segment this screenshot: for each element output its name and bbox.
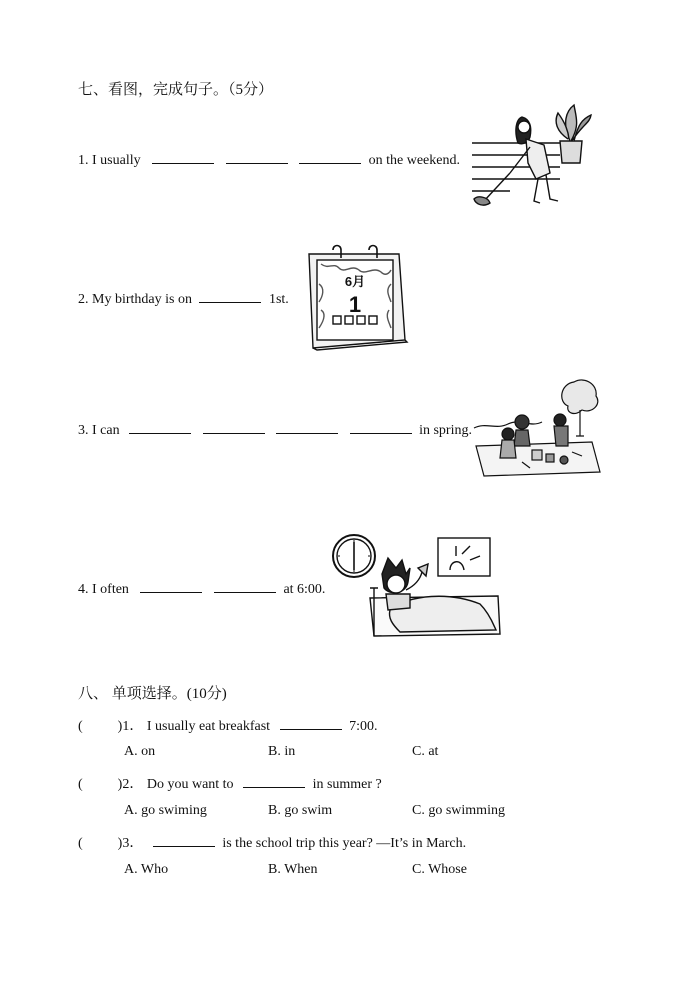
fill-item-2 xyxy=(78,290,289,308)
item-2-prefix: 2. My birthday is on xyxy=(78,292,192,307)
item-2-suffix: 1st. xyxy=(268,292,289,307)
q2-option-c[interactable]: C. go swimming xyxy=(412,803,505,818)
q1-paren-open: ( xyxy=(78,719,83,734)
mc-question-1 xyxy=(78,715,377,735)
q3-text-post: is the school trip this year? —It’s in March. xyxy=(222,836,467,851)
q1-number: )1． xyxy=(117,719,144,734)
item-3-blank-3[interactable] xyxy=(276,421,338,434)
q2-paren-open: ( xyxy=(78,777,83,792)
q2-option-a[interactable]: A. go swiming xyxy=(124,803,207,818)
q3-option-b[interactable]: B. When xyxy=(268,862,318,877)
q1-text-post: 7:00. xyxy=(349,719,378,734)
item-4-suffix: at 6:00. xyxy=(283,582,326,597)
section-8-heading: 八、 单项选择。(10分) xyxy=(78,686,227,702)
calendar-month: 6月 xyxy=(344,274,366,289)
mc-question-2 xyxy=(78,773,382,793)
fill-item-3 xyxy=(78,421,472,439)
calendar-day: 1 xyxy=(348,292,362,317)
item-1-blank-1[interactable] xyxy=(152,151,214,164)
picnic-illustration xyxy=(472,376,604,480)
item-3-blank-4[interactable] xyxy=(350,421,412,434)
q3-paren-open: ( xyxy=(78,836,83,851)
q1-option-c[interactable]: C. at xyxy=(412,744,439,759)
q2-text-pre: Do you want to xyxy=(146,777,234,792)
fill-item-1 xyxy=(78,151,460,169)
item-1-blank-2[interactable] xyxy=(226,151,288,164)
q3-blank[interactable] xyxy=(153,834,215,847)
q2-number: )2． xyxy=(117,777,144,792)
wake-up-illustration xyxy=(330,534,502,642)
q2-text-post: in summer ? xyxy=(312,777,382,792)
q3-option-c[interactable]: C. Whose xyxy=(412,862,467,877)
item-4-prefix: 4. I often xyxy=(78,582,129,597)
q3-option-a[interactable]: A. Who xyxy=(124,862,169,877)
fill-item-4 xyxy=(78,580,325,598)
q1-blank[interactable] xyxy=(280,717,342,730)
mopping-illustration xyxy=(470,103,592,213)
mc-question-3 xyxy=(78,832,466,852)
item-1-prefix: 1. I usually xyxy=(78,153,141,168)
q1-option-b[interactable]: B. in xyxy=(268,744,296,759)
q2-blank[interactable] xyxy=(243,775,305,788)
q2-option-b[interactable]: B. go swim xyxy=(268,803,333,818)
section-7-heading: 七、看图，完成句子。（5分） xyxy=(78,82,274,98)
item-1-suffix: on the weekend. xyxy=(368,153,460,168)
q3-number: )3． xyxy=(117,836,144,851)
item-3-prefix: 3. I can xyxy=(78,423,120,438)
item-3-suffix: in spring. xyxy=(419,423,472,438)
calendar-illustration xyxy=(303,244,409,352)
item-2-blank-1[interactable] xyxy=(199,290,261,303)
item-4-blank-1[interactable] xyxy=(140,580,202,593)
q1-text-pre: I usually eat breakfast xyxy=(146,719,271,734)
item-4-blank-2[interactable] xyxy=(214,580,276,593)
item-1-blank-3[interactable] xyxy=(299,151,361,164)
q1-option-a[interactable]: A. on xyxy=(124,744,156,759)
item-3-blank-2[interactable] xyxy=(203,421,265,434)
item-3-blank-1[interactable] xyxy=(129,421,191,434)
